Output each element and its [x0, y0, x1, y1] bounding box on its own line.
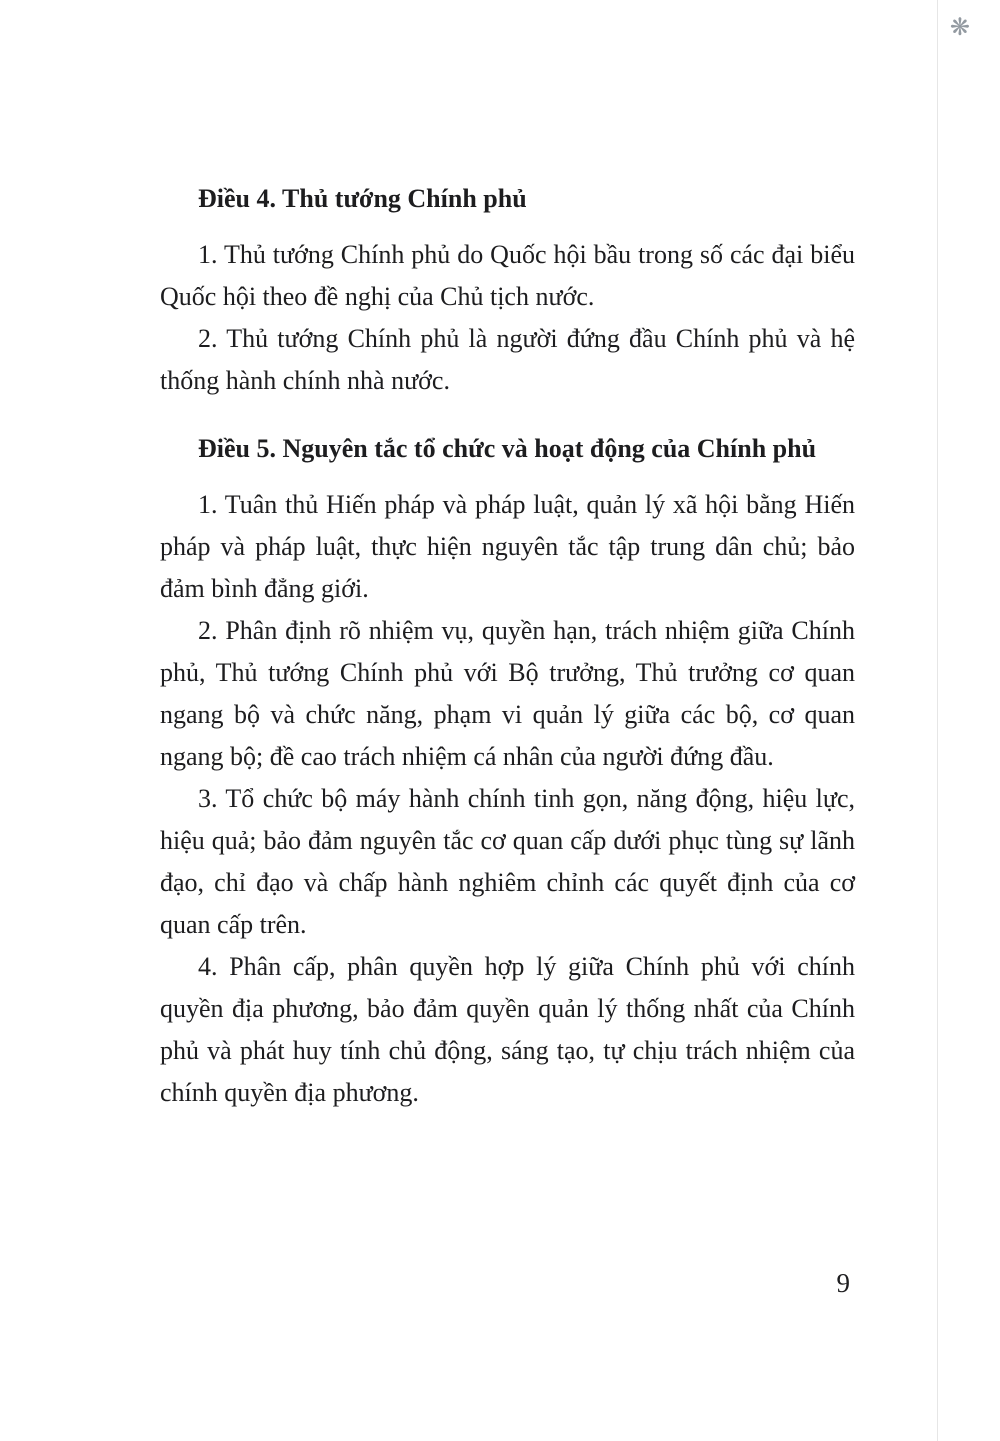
article-4-paragraph-1: 1. Thủ tướng Chính phủ do Quốc hội bầu trong số các đại biểu Quốc hội theo đề nghị của Chủ tịch nước. [160, 240, 855, 311]
article-4-heading: Điều 4. Thủ tướng Chính phủ [198, 184, 527, 213]
flower-ornament-icon: ❋ [949, 15, 970, 41]
article-5-paragraph-2: 2. Phân định rõ nhiệm vụ, quyền hạn, trách nhiệm giữa Chính phủ, Thủ tướng Chính phủ với Bộ trưởng, Thủ trưởng cơ quan ngang bộ và chức năng, phạm vi quản lý giữa các bộ, cơ quan ngang bộ; đề cao trách nhiệm cá nhân của người đứng đầu. [160, 616, 855, 771]
page-content [160, 178, 855, 1114]
article-4-paragraph-2: 2. Thủ tướng Chính phủ là người đứng đầu Chính phủ và hệ thống hành chính nhà nước. [160, 324, 855, 395]
article-5-heading: Điều 5. Nguyên tắc tổ chức và hoạt động của Chính phủ [198, 434, 817, 463]
article-5-paragraph-1: 1. Tuân thủ Hiến pháp và pháp luật, quản lý xã hội bằng Hiến pháp và pháp luật, thực hiện nguyên tắc tập trung dân chủ; bảo đảm bình đẳng giới. [160, 490, 855, 603]
page-edge-line [937, 0, 938, 1441]
article-5-paragraph-4: 4. Phân cấp, phân quyền hợp lý giữa Chính phủ với chính quyền địa phương, bảo đảm quyền quản lý thống nhất của Chính phủ và phát huy tính chủ động, sáng tạo, tự chịu trách nhiệm của chính quyền địa phương. [160, 952, 855, 1107]
article-5-paragraph-3: 3. Tổ chức bộ máy hành chính tinh gọn, năng động, hiệu lực, hiệu quả; bảo đảm nguyên tắc cơ quan cấp dưới phục tùng sự lãnh đạo, chỉ đạo và chấp hành nghiêm chỉnh các quyết định của cơ quan cấp trên. [160, 784, 855, 939]
page-number: 9 [836, 1268, 850, 1298]
